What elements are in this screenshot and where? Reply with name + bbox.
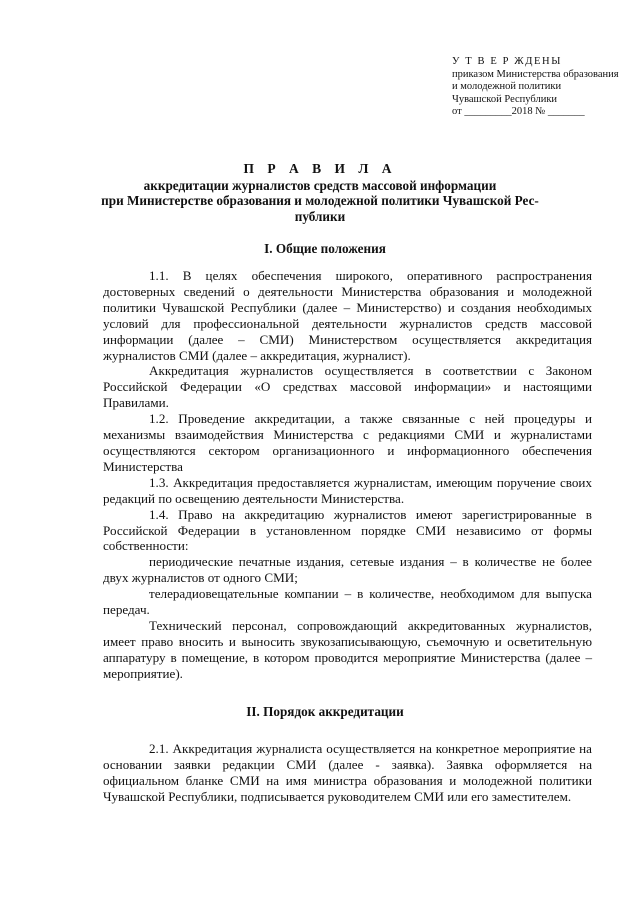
approval-stamp <box>452 56 619 119</box>
paragraph-1-2: 1.2. Проведение аккредитации, а также связанные с ней процедуры и механизмы взаимодействия Министерства с редакциями СМИ и журналистами осуществляются сектором организационного и информационного обеспечения Министерства <box>103 411 592 474</box>
title-line-2: при Министерстве образования и молодежной политики Чувашской Рес- <box>101 193 539 209</box>
approval-line-approved: У Т В Е Р ЖДЕНЫ <box>452 56 562 67</box>
section-2-heading: II. Порядок аккредитации <box>246 704 404 719</box>
paragraph-1-4: 1.4. Право на аккредитацию журналистов имеют зарегистрированные в Российской Федерации в установленном порядке СМИ независимо от формы собственности: <box>103 506 592 554</box>
paragraph-1-4-print: периодические печатные издания, сетевые издания – в количестве не более двух журналистов от одного СМИ; <box>103 554 592 586</box>
paragraph-1-4-technical: Технический персонал, сопровождающий аккредитованных журналистов, имеет право вносить и выносить звукозаписывающую, съемочную и осветительную аппаратуру в помещение, в котором проводится мероприятие Министерства (далее – мероприятие). <box>103 617 592 681</box>
paragraph-1-1-law: Аккредитация журналистов осуществляется в соответствии с Законом Российской Федерации «О средствах массовой информации» и настоящими Правилами. <box>103 363 592 411</box>
paragraph-1-4-broadcast: телерадиовещательные компании – в количестве, необходимом для выпуска передач. <box>103 586 592 618</box>
title-line-1: аккредитации журналистов средств массовой информации <box>143 177 497 193</box>
section-2-body <box>103 741 592 805</box>
title-main: П Р А В И Л А <box>243 161 397 176</box>
document-title <box>100 161 540 224</box>
approval-line-order: приказом Министерства образования <box>452 68 619 80</box>
approval-line-republic: Чувашской Республики <box>452 93 558 105</box>
section-1-body <box>103 268 592 682</box>
approval-line-policy: и молодежной политики <box>452 81 562 93</box>
title-line-3: публики <box>294 208 346 224</box>
paragraph-2-1: 2.1. Аккредитация журналиста осуществляется на конкретное мероприятие на основании заявки редакции СМИ (далее - заявка). Заявка оформляется на официальном бланке СМИ на имя министра образования и молодежной политики Чувашской Республики, подписывается руководителем СМИ или его заместителем. <box>103 741 592 804</box>
paragraph-1-1: 1.1. В целях обеспечения широкого, оперативного распространения достоверных сведений о деятельности Министерства образования и молодежной политики Чувашской Республики (далее – Министерство) и создания необходимых условий для профессиональной деятельности журналистов средств массовой информации (далее – СМИ) Министерством осуществляется аккредитация журналистов СМИ (далее – аккредитация, журналист). <box>103 268 592 363</box>
paragraph-1-3: 1.3. Аккредитация предоставляется журналистам, имеющим поручение своих редакций по освещению деятельности Министерства. <box>103 474 592 506</box>
approval-line-date-number: от _________2018 № _______ <box>452 106 585 118</box>
section-1-heading: I. Общие положения <box>264 241 386 256</box>
